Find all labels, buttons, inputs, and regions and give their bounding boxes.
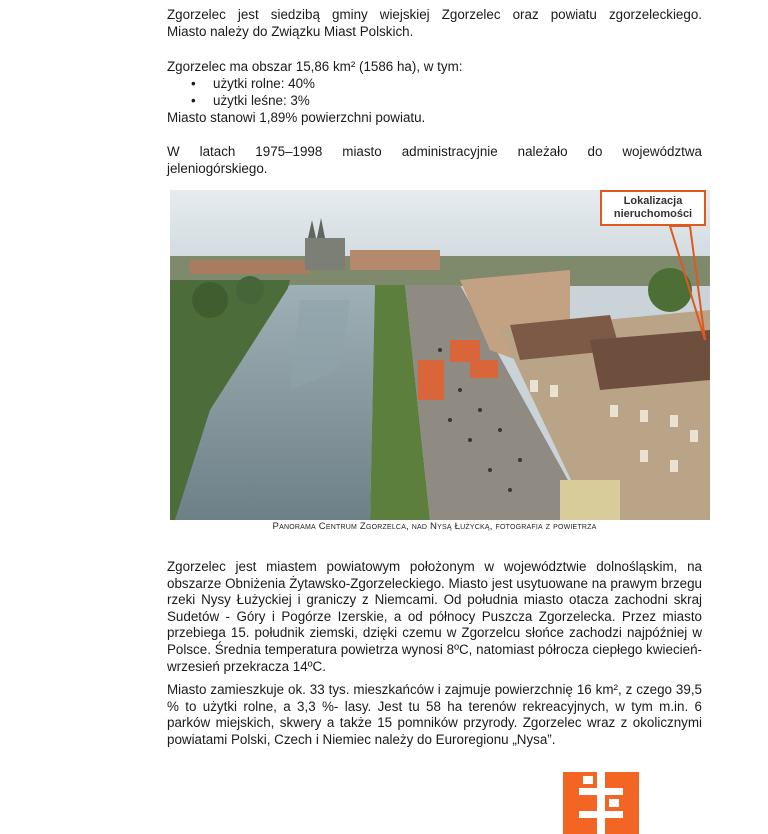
intro-paragraph-line2: Miasto należy do Związku Miast Polskich. xyxy=(167,24,414,39)
land-use-list xyxy=(167,76,702,109)
history-line2: jeleniogórskiego. xyxy=(167,161,268,176)
list-item: • użytki leśne: 3% xyxy=(167,93,702,110)
intro-paragraph-line1: Zgorzelec jest siedzibą gminy wiejskiej Zgorzelec oraz powiatu zgorzeleckiego. xyxy=(167,7,702,22)
photo-caption xyxy=(167,521,702,532)
photo-caption-text: Panorama Centrum Zgorzelca, nad Nysą Łużycką, fotografia z powietrza xyxy=(272,521,597,532)
aerial-photo-illustration xyxy=(170,190,710,520)
body-paragraph-1: Zgorzelec jest miastem powiatowym położonym w województwie dolnośląskim, na obszarze Obniżenia Żytawsko-Zgorzeleckiego. Miasto jest usytuowane na prawym brzegu rzeki Nysy Łużyckiej i graniczy z Niemcami. Od południa miasto otacza zachodni skraj Sudetów - Góry i Pogórze Izerskie, a od północy Puszcza Zgorzelecka. Przez miasto przebiega 15. południk ziemski, dzięki czemu w Zgorzelcu słońce zachodzi najpóźniej w Polsce. Średnia temperatura powietrza wynosi 8ºC, natomiast półrocza ciepłego kwiecień- wrzesień przekracza 14ºC. xyxy=(167,559,702,674)
location-callout: Lokalizacja nieruchomości xyxy=(600,190,706,226)
company-logo-icon xyxy=(563,772,639,834)
aerial-photo xyxy=(170,190,710,520)
history-line1: W latach 1975–1998 miasto administracyjnie należało do województwa xyxy=(167,144,702,159)
share-line: Miasto stanowi 1,89% powierzchni powiatu. xyxy=(167,110,426,125)
body-paragraph-2: Miasto zamieszkuje ok. 33 tys. mieszkańców i zajmuje powierzchnię 16 km², z czego 39,5 % to użytki rolne, a 3,3 %- lasy. Jest tu 58 ha terenów rekreacyjnych, w tym m.in. 6 parków miejskich, skwery a także 15 pomników przyrody. Zgorzelec wraz z okolicznymi powiatami Polski, Czech i Niemiec należy do Euroregionu „Nysa”. xyxy=(167,682,702,747)
area-line: Zgorzelec ma obszar 15,86 km² (1586 ha), w tym: xyxy=(167,59,463,74)
list-item: • użytki rolne: 40% xyxy=(167,76,702,93)
